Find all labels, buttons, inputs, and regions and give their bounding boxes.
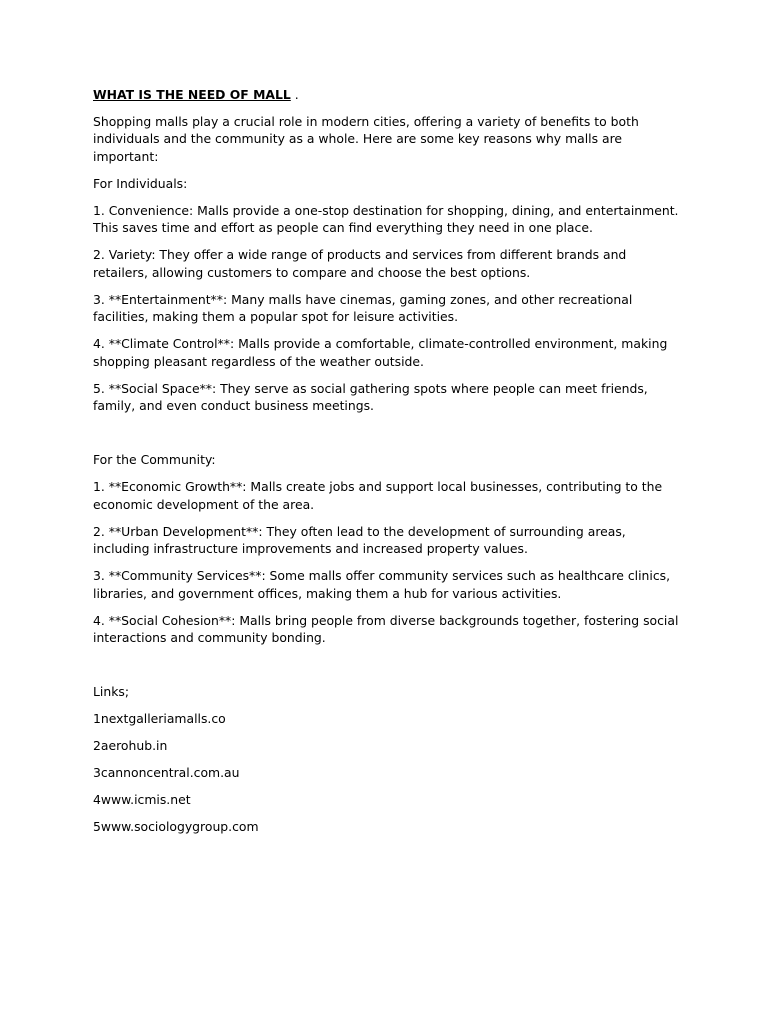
intro-paragraph: Shopping malls play a crucial role in modern cities, offering a variety of benefits to both individuals and the community as a whole. Here are some key reasons why malls are important: bbox=[93, 113, 639, 164]
community-heading: For the Community: bbox=[93, 452, 216, 467]
link-item-3: 3cannoncentral.com.au bbox=[93, 765, 240, 780]
link-item-5: 5www.sociologygroup.com bbox=[93, 819, 259, 834]
individuals-item-3: 3. **Entertainment**: Many malls have cinemas, gaming zones, and other recreational facilities, making them a popular spot for leisure activities. bbox=[93, 291, 633, 324]
title-suffix: . bbox=[290, 87, 299, 102]
link-item-1: 1nextgalleriamalls.co bbox=[93, 711, 226, 726]
document-title: WHAT IS THE NEED OF MALL bbox=[93, 87, 291, 102]
link-item-4: 4www.icmis.net bbox=[93, 792, 191, 807]
link-item-2: 2aerohub.in bbox=[93, 738, 168, 753]
individuals-heading: For Individuals: bbox=[93, 175, 188, 191]
community-item-3: 3. **Community Services**: Some malls offer community services such as healthcare clinics, libraries, and government offices, making them a hub for various activities. bbox=[93, 568, 671, 601]
section-spacer bbox=[93, 656, 683, 683]
individuals-item-2: 2. Variety: They offer a wide range of products and services from different brands and retailers, allowing customers to compare and choose the best options. bbox=[93, 247, 627, 280]
individuals-item-4: 4. **Climate Control**: Malls provide a comfortable, climate-controlled environment, making shopping pleasant regardless of the weather outside. bbox=[93, 336, 668, 369]
community-item-4: 4. **Social Cohesion**: Malls bring people from diverse backgrounds together, fostering social interactions and community bonding. bbox=[93, 612, 679, 645]
document-page bbox=[93, 86, 683, 845]
links-heading: Links; bbox=[93, 684, 130, 699]
community-item-1: 1. **Economic Growth**: Malls create jobs and support local businesses, contributing to the economic development of the area. bbox=[93, 479, 663, 512]
title-line bbox=[93, 86, 683, 104]
section-spacer bbox=[93, 424, 683, 451]
individuals-item-1: 1. Convenience: Malls provide a one-stop destination for shopping, dining, and entertainment. This saves time and effort as people can find everything they need in one place. bbox=[93, 202, 679, 235]
individuals-item-5: 5. **Social Space**: They serve as social gathering spots where people can meet friends, family, and even conduct business meetings. bbox=[93, 380, 648, 413]
community-item-2: 2. **Urban Development**: They often lead to the development of surrounding areas, including infrastructure improvements and increased property values. bbox=[93, 523, 626, 556]
